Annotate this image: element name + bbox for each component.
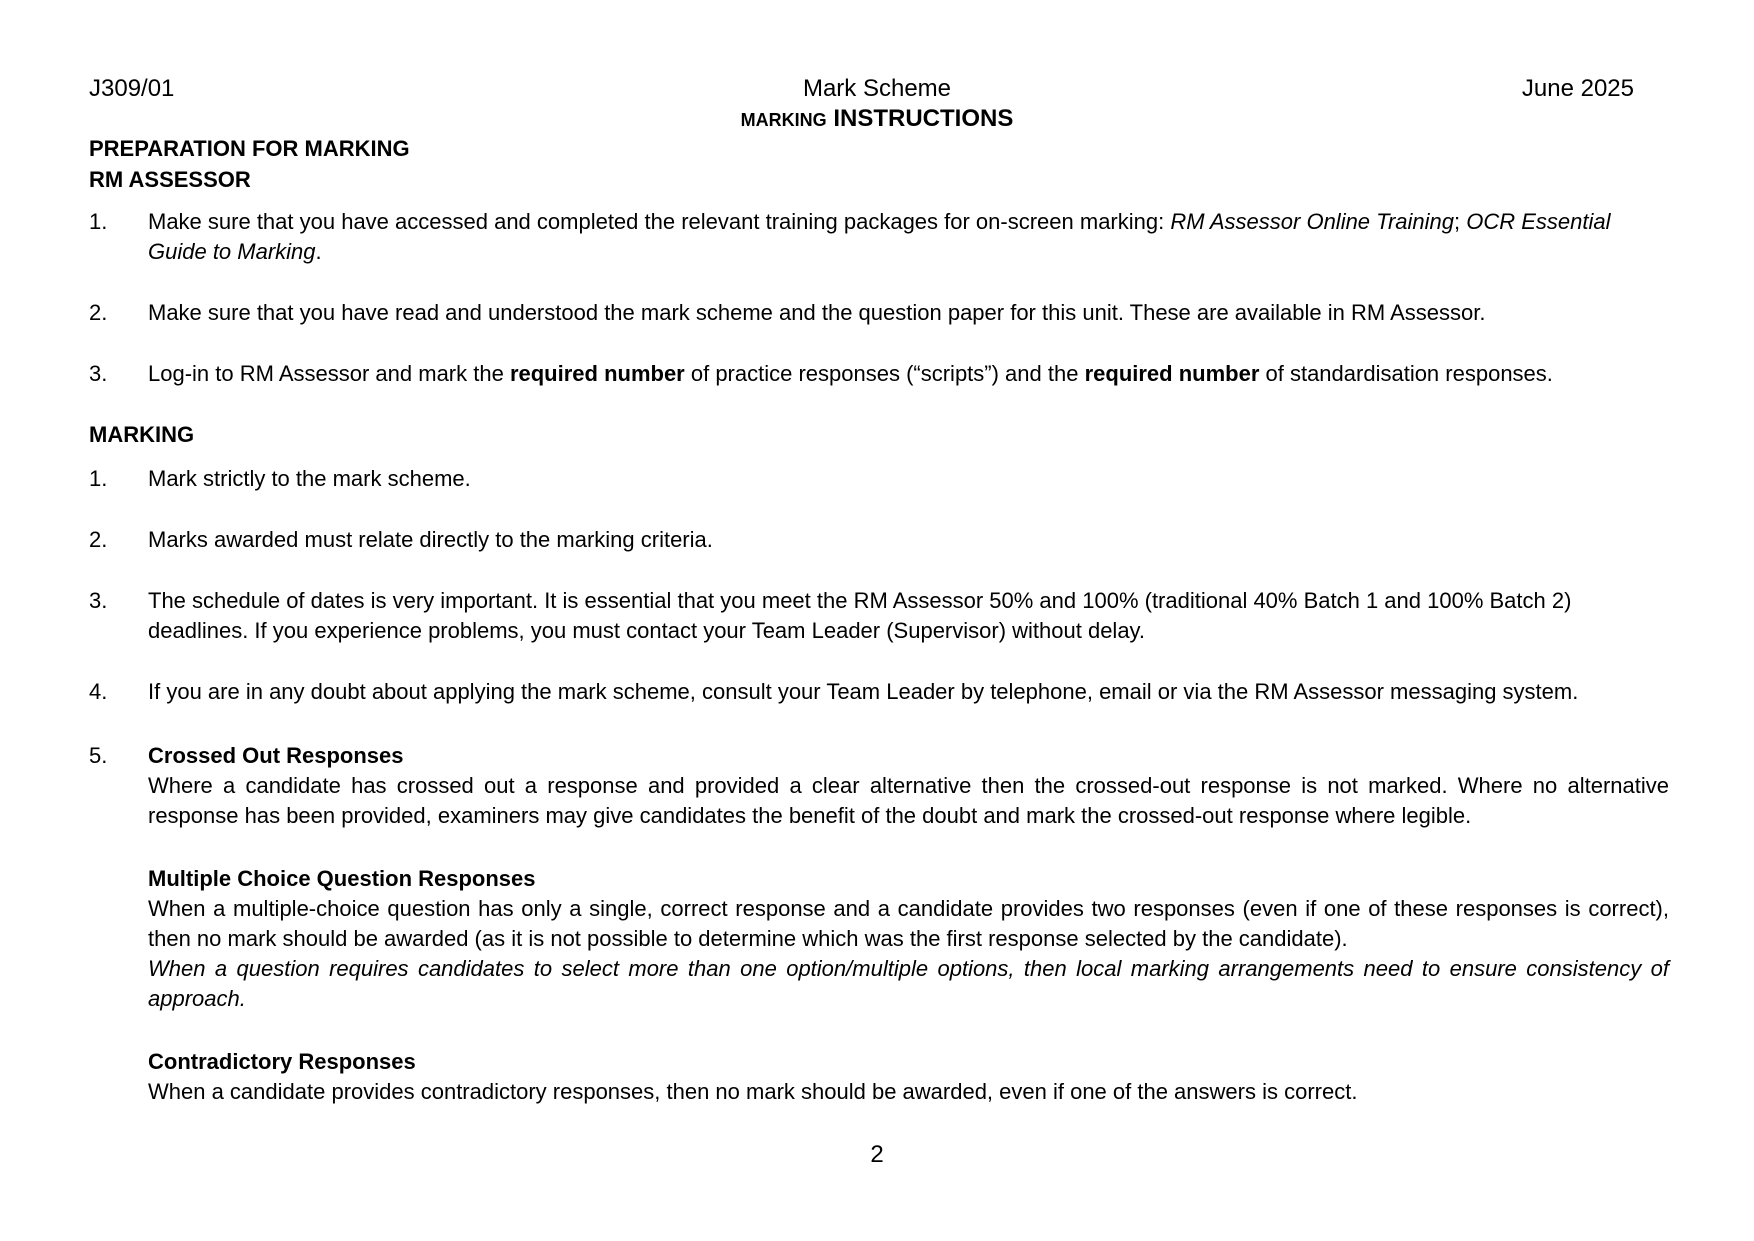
list-item <box>89 464 1669 494</box>
text-run: of practice responses (“scripts”) and the <box>684 361 1085 386</box>
page-title-small: MARKING <box>740 110 827 130</box>
list-number: 1. <box>89 466 108 491</box>
list-item <box>89 207 1669 267</box>
text-run: Make sure that you have accessed and completed the relevant training packages for on-screen marking: <box>148 209 1171 234</box>
page-number: 2 <box>870 1141 884 1168</box>
list-text: The schedule of dates is very important. It is essential that you meet the RM Assessor 50% and 100% (traditional 40% Batch 1 and 100% Batch 2) deadlines. If you experience problems, you must contact your Team Leader (Supervisor) without delay. <box>148 588 1572 643</box>
text-run: Log-in to RM Assessor and mark the <box>148 361 510 386</box>
list-text: Mark strictly to the mark scheme. <box>148 466 471 491</box>
italic-run: OCR Essential Guide to Marking <box>148 209 1611 264</box>
list-item <box>89 359 1669 389</box>
mcq-heading: Multiple Choice Question Responses <box>148 866 536 891</box>
rm-assessor-heading: RM ASSESSOR <box>89 167 251 192</box>
text-run: . <box>315 239 322 264</box>
list-number: 2. <box>89 527 108 552</box>
page-title <box>0 104 1754 135</box>
list-item <box>89 298 1669 328</box>
list-text <box>148 207 1669 267</box>
list-number: 5. <box>89 743 108 768</box>
list-number: 2. <box>89 300 108 325</box>
list-number: 3. <box>89 361 108 386</box>
crossed-out-heading: Crossed Out Responses <box>148 743 404 768</box>
list-number: 4. <box>89 679 108 704</box>
list-item <box>89 741 1669 1107</box>
contradictory-text: When a candidate provides contradictory responses, then no mark should be awarded, even if one of the answers is correct. <box>148 1079 1358 1104</box>
mcq-italic-text: When a question requires candidates to select more than one option/multiple options, then local marking arrangements need to ensure consistency of approach. <box>148 956 1669 1011</box>
marking-heading: MARKING <box>89 422 195 447</box>
list-text <box>148 359 1669 389</box>
list-text: Make sure that you have read and understood the mark scheme and the question paper for this unit. These are available in RM Assessor. <box>148 300 1486 325</box>
text-run: ; <box>1454 209 1467 234</box>
list-text <box>148 741 1669 1107</box>
list-text: If you are in any doubt about applying the mark scheme, consult your Team Leader by telephone, email or via the RM Assessor messaging system. <box>148 679 1579 704</box>
list-number: 3. <box>89 588 108 613</box>
bold-run: required number <box>509 361 685 386</box>
list-item <box>89 586 1669 646</box>
italic-run: RM Assessor Online Training <box>1170 209 1455 234</box>
header-date: June 2025 <box>1521 75 1634 102</box>
bold-run: required number <box>1084 361 1260 386</box>
contradictory-heading: Contradictory Responses <box>148 1049 416 1074</box>
crossed-out-text: Where a candidate has crossed out a response and provided a clear alternative then the crossed-out response is not marked. Where no alternative response has been provided, examiners may give candidates the benefit of the doubt and mark the crossed-out response where legible. <box>148 773 1669 828</box>
mcq-text: When a multiple-choice question has only a single, correct response and a candidate provides two responses (even if one of these responses is correct), then no mark should be awarded (as it is not possible to determine which was the first response selected by the candidate). <box>148 896 1669 951</box>
header-code: J309/01 <box>89 75 175 102</box>
preparation-heading: PREPARATION FOR MARKING <box>89 136 410 161</box>
list-number: 1. <box>89 209 108 234</box>
list-item <box>89 677 1669 707</box>
header-doc-title: Mark Scheme <box>802 75 952 102</box>
text-run: of standardisation responses. <box>1259 361 1553 386</box>
list-item <box>89 525 1669 555</box>
page-title-large: INSTRUCTIONS <box>833 105 1014 132</box>
list-text: Marks awarded must relate directly to the marking criteria. <box>148 527 713 552</box>
